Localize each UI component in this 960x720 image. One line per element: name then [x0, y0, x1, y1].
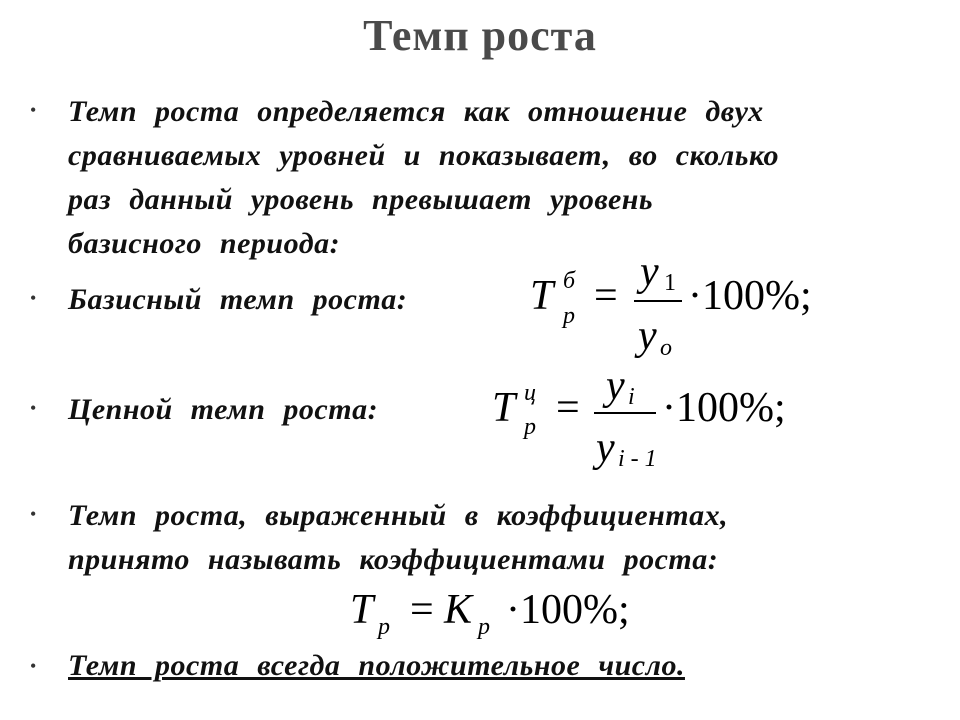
bullet-dot: • [30, 504, 37, 524]
bullet-dot: • [30, 100, 37, 120]
formula-sup: б [563, 268, 576, 294]
formula-num-sub: 1 [664, 270, 676, 296]
base-growth-label: Базисный темп роста: [68, 283, 408, 316]
formula-eq: = [556, 385, 580, 431]
formula-tail: ·100%; [662, 385, 786, 431]
formula-K: K [444, 587, 473, 633]
formula-sub: р [563, 303, 575, 329]
bullet-dot: • [30, 656, 37, 676]
formula-T: T [350, 587, 374, 633]
formula-den-sub: i - 1 [618, 446, 657, 472]
paragraph-coefficients [68, 494, 938, 582]
formula-T: T [530, 273, 554, 319]
formula-K-sub: р [478, 614, 490, 640]
definition-line-3: раз данный уровень превышает уровень [68, 183, 654, 216]
definition-line-1: Темп роста определяется как отношение двух [68, 95, 764, 128]
fraction-bar [634, 300, 682, 302]
formula-tail: ·100%; [506, 587, 630, 633]
chain-growth-label: Цепной темп роста: [68, 393, 379, 426]
formula-den: y [596, 425, 615, 471]
bullet-dot: • [30, 288, 37, 308]
formula-eq: = [410, 587, 434, 633]
definition-line-4: базисного периода: [68, 227, 341, 260]
formula-den-sub: o [660, 335, 672, 361]
coefficients-line-2: принято называть коэффициентами роста: [68, 543, 719, 576]
formula-tail: ·100%; [688, 273, 812, 319]
paragraph-definition [68, 90, 938, 266]
positive-note: Темп роста всегда положительное число. [68, 649, 685, 682]
definition-line-2: сравниваемых уровней и показывает, во сколько [68, 139, 780, 172]
formula-num: y [640, 249, 659, 295]
bullet-dot: • [30, 398, 37, 418]
slide-title: Темп роста [363, 11, 597, 60]
formula-num-sub: i [628, 384, 635, 410]
formula-sub: р [378, 614, 390, 640]
formula-T: T [492, 385, 516, 431]
formula-num: y [606, 363, 625, 409]
formula-sub: р [524, 414, 536, 440]
formula-den: y [638, 313, 657, 359]
coefficients-line-1: Темп роста, выраженный в коэффициентах, [68, 499, 729, 532]
formula-eq: = [594, 273, 618, 319]
fraction-bar [594, 412, 656, 414]
formula-sup: ц [524, 380, 536, 406]
